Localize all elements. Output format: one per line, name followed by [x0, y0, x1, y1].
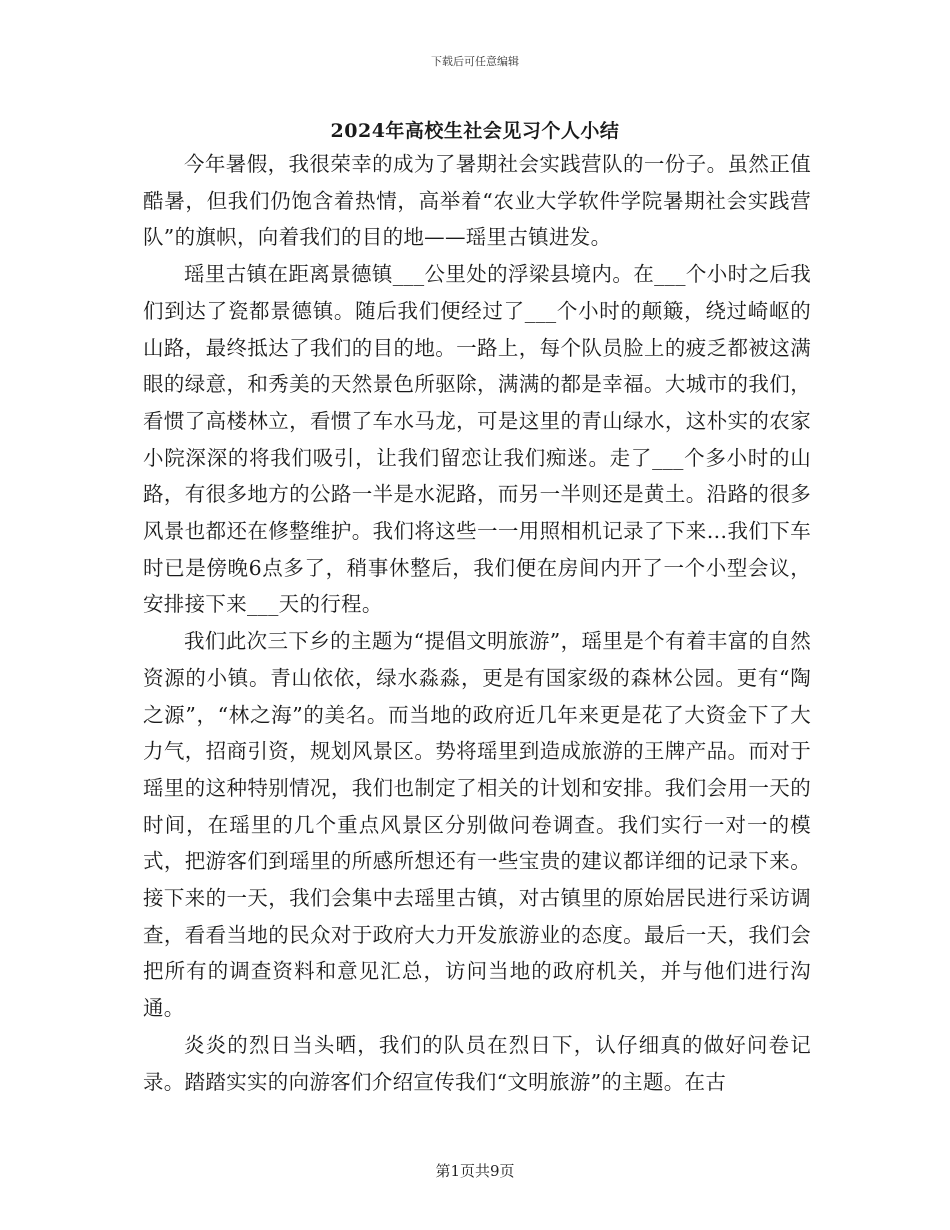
paragraph: 炎炎的烈日当头晒，我们的队员在烈日下，认仔细真的做好问卷记录。踏踏实实的向游客们介绍宣传我们“文明旅游”的主题。在古	[143, 1032, 811, 1094]
page-number: 第1页共9页	[435, 1162, 515, 1180]
paragraph: 我们此次三下乡的主题为“提倡文明旅游”，瑶里是个有着丰富的自然资源的小镇。青山依依，绿水淼淼，更是有国家级的森林公园。更有“陶之源”，“林之海”的美名。而当地的政府近几年来更是花了大资金下了大力气，招商引资，规划风景区。势将瑶里到造成旅游的王牌产品。而对于瑶里的这种特别情况，我们也制定了相关的计划和安排。我们会用一天的时间，在瑶里的几个重点风景区分别做问卷调查。我们实行一对一的模式，把游客们到瑶里的所感所想还有一些宝贵的建议都详细的记录下来。接下来的一天，我们会集中去瑶里古镇，对古镇里的原始居民进行采访调查，看看当地的民众对于政府大力开发旅游业的态度。最后一天，我们会把所有的调查资料和意见汇总，访问当地的政府机关，并与他们进行沟通。	[143, 629, 811, 1021]
document-title: 2024年高校生社会见习个人小结	[330, 120, 620, 142]
paragraph: 瑶里古镇在距离景德镇___公里处的浮梁县境内。在___个小时之后我们到达了瓷都景德镇。随后我们便经过了___个小时的颠簸，绕过崎岖的山路，最终抵达了我们的目的地。一路上，每个队员脸上的疲乏都被这满眼的绿意，和秀美的天然景色所驱除，满满的都是幸福。大城市的我们，看惯了高楼林立，看惯了车水马龙，可是这里的青山绿水，这朴实的农家小院深深的将我们吸引，让我们留恋让我们痴迷。走了___个多小时的山路，有很多地方的公路一半是水泥路，而另一半则还是黄土。沿路的很多风景也都还在修整维护。我们将这些一一用照相机记录了下来…我们下车时已是傍晚6点多了，稍事休整后，我们便在房间内开了一个小型会议，安排接下来___天的行程。	[143, 262, 811, 617]
page-header-note: 下载后可任意编辑	[431, 55, 519, 68]
paragraph: 今年暑假，我很荣幸的成为了暑期社会实践营队的一份子。虽然正值酷暑，但我们仍饱含着热情，高举着“农业大学软件学院暑期社会实践营队”的旗帜，向着我们的目的地——瑶里古镇进发。	[143, 152, 811, 250]
document-body	[143, 146, 811, 1100]
